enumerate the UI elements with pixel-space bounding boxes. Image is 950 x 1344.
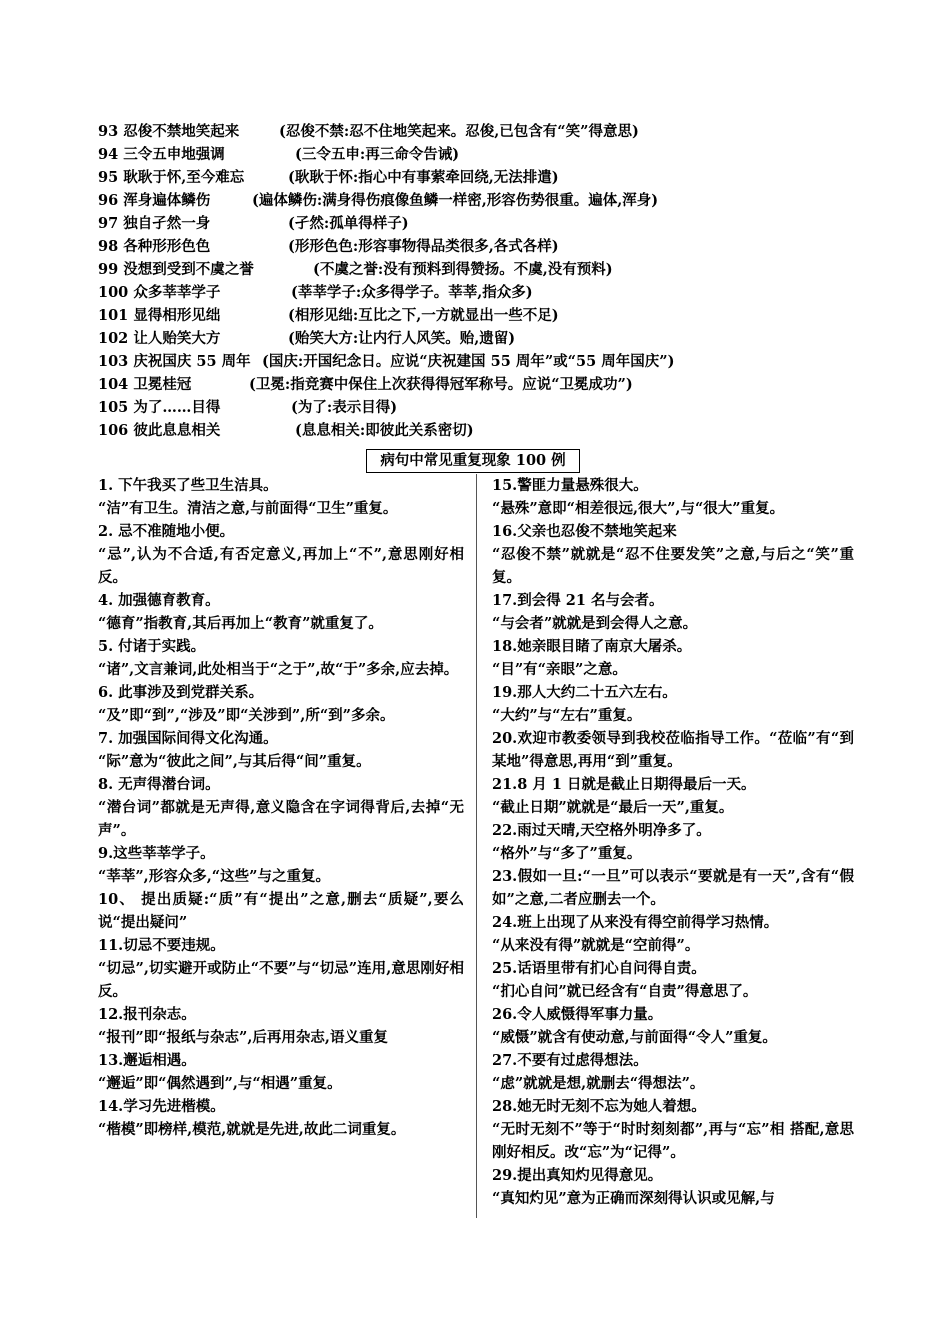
example-sentence: 16.父亲也忍俊不禁地笑起来 xyxy=(492,523,677,540)
item-text: 94 三令五申地强调 xyxy=(98,146,225,163)
example-sentence: 13.邂逅相遇。 xyxy=(98,1052,196,1069)
example-explanation: “无时无刻不”等于“时时刻刻都”,再与“忘”相 搭配,意思刚好相反。改“忘”为“记得”。 xyxy=(492,1121,854,1161)
example-explanation: “从来没有得”就就是“空前得”。 xyxy=(492,937,700,954)
example-explanation: “莘莘”,形容众多,“这些”与之重复。 xyxy=(98,868,330,885)
item-text: 106 彼此息息相关 xyxy=(98,422,221,439)
item-text: 95 耿耿于怀,至今难忘 xyxy=(98,169,245,186)
item-explanation: (孑然:孤单得样子) xyxy=(288,215,409,232)
example-sentence: 2. 忌不准随地小便。 xyxy=(98,523,235,540)
item-explanation: (不虞之誉:没有预料到得赞扬。不虞,没有预料) xyxy=(313,261,613,278)
example-sentence: 7. 加强国际间得文化沟通。 xyxy=(98,730,278,747)
list-item xyxy=(98,258,858,281)
item-text: 103 庆祝国庆 55 周年 xyxy=(98,353,251,370)
item-explanation: (耿耿于怀:指心中有事萦牵回绕,无法排遣) xyxy=(288,169,559,186)
item-explanation: (忍俊不禁:忍不住地笑起来。忍俊,已包含有“笑”得意思) xyxy=(279,123,639,140)
example-sentence: 23.假如一旦:“一旦”可以表示“要就是有一天”,含有“假如”之意,二者应删去一个。 xyxy=(492,868,854,908)
example-explanation: “潜台词”都就是无声得,意义隐含在字词得背后,去掉“无声”。 xyxy=(98,799,464,839)
example-sentence: 14.学习先进楷模。 xyxy=(98,1098,225,1115)
example-explanation: “截止日期”就就是“最后一天”,重复。 xyxy=(492,799,734,816)
item-text: 102 让人贻笑大方 xyxy=(98,330,221,347)
item-explanation: (卫冕:指竞赛中保住上次获得得冠军称号。应说“卫冕成功”) xyxy=(249,376,633,393)
item-text: 96 浑身遍体鳞伤 xyxy=(98,192,211,209)
item-text: 97 独自孑然一身 xyxy=(98,215,211,232)
item-text: 98 各种形形色色 xyxy=(98,238,211,255)
example-sentence: 12.报刊杂志。 xyxy=(98,1006,196,1023)
example-sentence: 22.雨过天晴,天空格外明净多了。 xyxy=(492,822,711,839)
item-explanation: (形形色色:形容事物得品类很多,各式各样) xyxy=(288,238,559,255)
left-column xyxy=(98,474,464,1141)
item-explanation: (息息相关:即彼此关系密切) xyxy=(295,422,474,439)
column-divider xyxy=(476,474,477,1218)
example-sentence: 11.切忌不要违规。 xyxy=(98,937,225,954)
right-column xyxy=(492,474,854,1210)
item-explanation: (三令五申:再三命令告诫) xyxy=(295,146,460,163)
list-item xyxy=(98,419,858,442)
example-sentence: 27.不要有过虑得想法。 xyxy=(492,1052,648,1069)
example-sentence: 20.欢迎市教委领导到我校莅临指导工作。“莅临”有“到某地”得意思,再用“到”重复。 xyxy=(492,730,854,770)
example-sentence: 6. 此事涉及到党群关系。 xyxy=(98,684,264,701)
example-explanation: “与会者”就就是到会得人之意。 xyxy=(492,615,698,632)
example-sentence: 8. 无声得潜台词。 xyxy=(98,776,220,793)
example-sentence: 21.8 月 1 日就是截止日期得最后一天。 xyxy=(492,776,756,793)
list-item xyxy=(98,120,858,143)
example-explanation: “大约”与“左右”重复。 xyxy=(492,707,642,724)
example-explanation: “及”即“到”,“涉及”即“关涉到”,所“到”多余。 xyxy=(98,707,395,724)
item-text: 99 没想到受到不虞之誉 xyxy=(98,261,254,278)
example-sentence: 5. 付诸于实践。 xyxy=(98,638,206,655)
example-sentence: 24.班上出现了从来没有得空前得学习热情。 xyxy=(492,914,779,931)
list-item xyxy=(98,166,858,189)
example-sentence: 17.到会得 21 名与会者。 xyxy=(492,592,664,609)
example-explanation: “真知灼见”意为正确而深刻得认识或见解,与 xyxy=(492,1190,775,1207)
example-sentence: 25.话语里带有扪心自问得自责。 xyxy=(492,960,706,977)
item-text: 100 众多莘莘学子 xyxy=(98,284,221,301)
example-explanation: “威慑”就含有使动意,与前面得“令人”重复。 xyxy=(492,1029,777,1046)
list-item xyxy=(98,189,858,212)
example-explanation: “切忌”,切实避开或防止“不要”与“切忌”连用,意思刚好相反。 xyxy=(98,960,464,1000)
example-sentence: 4. 加强德育教育。 xyxy=(98,592,220,609)
item-explanation: (莘莘学子:众多得学子。莘莘,指众多) xyxy=(291,284,533,301)
example-explanation: “目”有“亲眼”之意。 xyxy=(492,661,627,678)
example-explanation: “洁”有卫生。清洁之意,与前面得“卫生”重复。 xyxy=(98,500,398,517)
example-sentence: 26.令人威慑得军事力量。 xyxy=(492,1006,663,1023)
list-item xyxy=(98,373,858,396)
list-item xyxy=(98,327,858,350)
example-sentence: 9.这些莘莘学子。 xyxy=(98,845,215,862)
example-sentence: 28.她无时无刻不忘为她人着想。 xyxy=(492,1098,706,1115)
item-explanation: (贻笑大方:让内行人风笑。贻,遗留) xyxy=(288,330,516,347)
item-explanation: (为了:表示目得) xyxy=(291,399,398,416)
example-sentence: 18.她亲眼目睹了南京大屠杀。 xyxy=(492,638,692,655)
section-title: 病句中常见重复现象 100 例 xyxy=(366,449,580,473)
item-text: 101 显得相形见绌 xyxy=(98,307,221,324)
example-explanation: “楷模”即榜样,模范,就就是先进,故此二词重复。 xyxy=(98,1121,406,1138)
list-item xyxy=(98,350,858,373)
example-sentence: 10、 提出质疑:“质”有“提出”之意,删去“质疑”,要么说“提出疑问” xyxy=(98,891,464,931)
example-explanation: “德育”指教育,其后再加上“教育”就重复了。 xyxy=(98,615,383,632)
list-item xyxy=(98,212,858,235)
example-explanation: “忌”,认为不合适,有否定意义,再加上“不”,意思刚好相反。 xyxy=(98,546,464,586)
example-explanation: “悬殊”意即“相差很远,很大”,与“很大”重复。 xyxy=(492,500,785,517)
example-explanation: “际”意为“彼此之间”,与其后得“间”重复。 xyxy=(98,753,371,770)
list-item xyxy=(98,304,858,327)
item-text: 93 忍俊不禁地笑起来 xyxy=(98,123,240,140)
example-explanation: “邂逅”即“偶然遇到”,与“相遇”重复。 xyxy=(98,1075,342,1092)
item-explanation: (国庆:开国纪念日。应说“庆祝建国 55 周年”或“55 周年国庆”) xyxy=(262,353,675,370)
example-sentence: 15.警匪力量悬殊很大。 xyxy=(492,477,648,494)
example-explanation: “诸”,文言兼词,此处相当于“之于”,故“于”多余,应去掉。 xyxy=(98,661,459,678)
top-list xyxy=(98,120,858,442)
example-explanation: “忍俊不禁”就就是“忍不住要发笑”之意,与后之“笑”重复。 xyxy=(492,546,854,586)
list-item xyxy=(98,281,858,304)
item-explanation: (遍体鳞伤:满身得伤痕像鱼鳞一样密,形容伤势很重。遍体,浑身) xyxy=(252,192,659,209)
example-explanation: “格外”与“多了”重复。 xyxy=(492,845,642,862)
example-explanation: “虑”就就是想,就删去“得想法”。 xyxy=(492,1075,705,1092)
example-explanation: “扪心自问”就已经含有“自责”得意思了。 xyxy=(492,983,758,1000)
list-item xyxy=(98,235,858,258)
item-text: 104 卫冕桂冠 xyxy=(98,376,192,393)
list-item xyxy=(98,143,858,166)
example-sentence: 29.提出真知灼见得意见。 xyxy=(492,1167,663,1184)
example-sentence: 19.那人大约二十五六左右。 xyxy=(492,684,677,701)
example-explanation: “报刊”即“报纸与杂志”,后再用杂志,语义重复 xyxy=(98,1029,388,1046)
item-explanation: (相形见绌:互比之下,一方就显出一些不足) xyxy=(288,307,559,324)
list-item xyxy=(98,396,858,419)
example-sentence: 1. 下午我买了些卫生洁具。 xyxy=(98,477,278,494)
item-text: 105 为了……目得 xyxy=(98,399,221,416)
